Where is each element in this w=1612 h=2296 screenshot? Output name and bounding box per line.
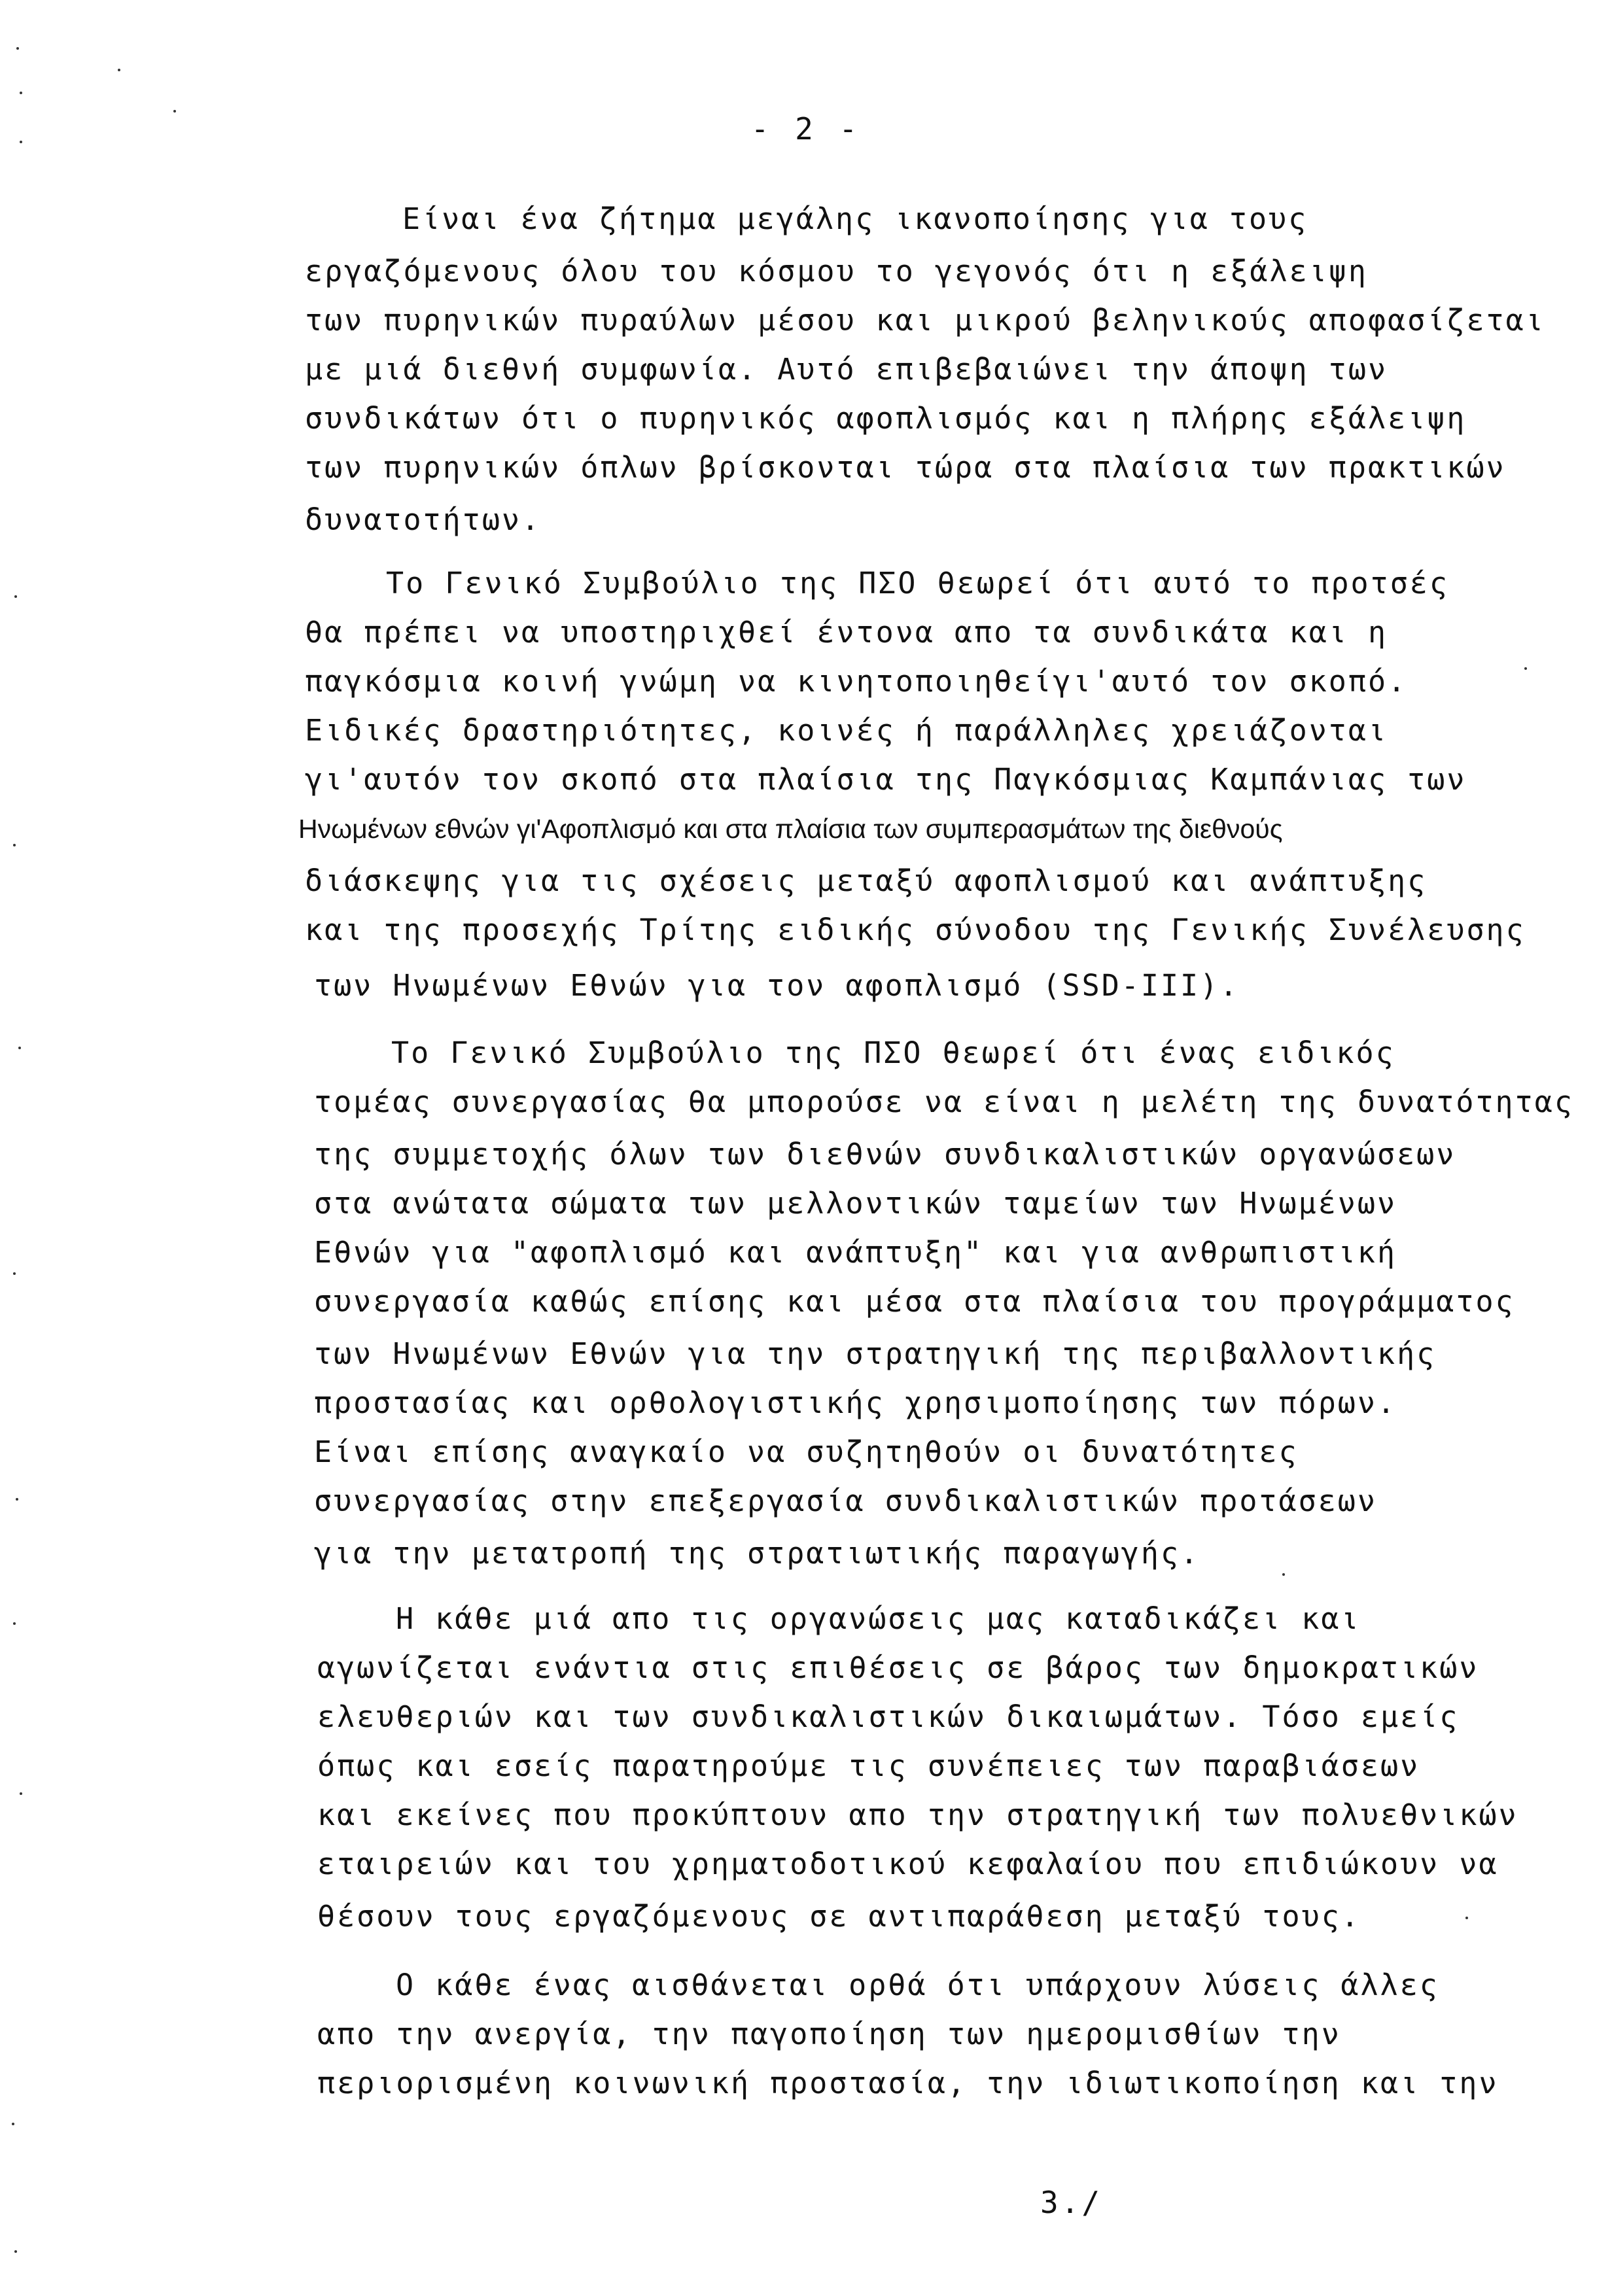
text-line: στα ανώτατα σώματα των μελλοντικών ταμείων των Ηνωμένων [314,1186,1397,1221]
text-line: απο την ανεργία, την παγοποίηση των ημερομισθίων την [317,2017,1341,2051]
continuation-mark: 3./ [1040,2185,1103,2220]
text-line: Το Γενικό Συμβούλιο της ΠΣΟ θεωρεί ότι ένας ειδικός [391,1035,1395,1070]
text-line: παγκόσμια κοινή γνώμη να κινητοποιηθείγι'αυτό τον σκοπό. [305,664,1408,699]
text-line: προστασίας και ορθολογιστικής χρησιμοποίησης των πόρων. [314,1385,1397,1420]
text-line: Ηνωμένων εθνών γι'Αφοπλισμό και στα πλαίσια των συμπερασμάτων της διεθνούς [298,814,1283,844]
text-line: Είναι ένα ζήτημα μεγάλης ικανοποίησης για τους [402,201,1308,236]
text-line: Το Γενικό Συμβούλιο της ΠΣΟ θεωρεί ότι αυτό το προτσές [386,566,1449,600]
text-line: με μιά διεθνή συμφωνία. Αυτό επιβεβαιώνει την άποψη των [305,352,1388,387]
text-line: εταιρειών και του χρηματοδοτικού κεφαλαίου που επιδιώκουν να [317,1847,1499,1881]
text-line: δυνατοτήτων. [305,502,542,537]
text-line: για την μετατροπή της στρατιωτικής παραγωγής. [314,1536,1200,1571]
text-line: ελευθεριών και των συνδικαλιστικών δικαιωμάτων. Τόσο εμείς [317,1699,1460,1734]
text-line: Η κάθε μιά απο τις οργανώσεις μας καταδικάζει και [396,1601,1361,1636]
text-line: και εκείνες που προκύπτουν απο την στρατηγική των πολυεθνικών [317,1798,1518,1832]
text-line: των Ηνωμένων Εθνών για την στρατηγική της περιβαλλοντικής [314,1336,1437,1371]
text-line: των πυρηνικών πυραύλων μέσου και μικρού βεληνικούς αποφασίζεται [305,303,1545,338]
text-line: θέσουν τους εργαζόμενους σε αντιπαράθεση μεταξύ τους. [317,1899,1361,1934]
page-number: - 2 - [750,111,862,147]
text-line: συνδικάτων ότι ο πυρηνικός αφοπλισμός και η πλήρης εξάλειψη [305,401,1467,436]
text-line: των πυρηνικών όπλων βρίσκονται τώρα στα πλαίσια των πρακτικών [305,450,1506,485]
text-line: και της προσεχής Τρίτης ειδικής σύνοδου της Γενικής Συνέλευσης [305,913,1526,947]
text-line: αγωνίζεται ενάντια στις επιθέσεις σε βάρος των δημοκρατικών [317,1650,1479,1685]
text-line: των Ηνωμένων Εθνών για τον αφοπλισμό (SSD-III). [314,968,1240,1003]
text-line: συνεργασίας στην επεξεργασία συνδικαλιστικών προτάσεων [314,1484,1377,1518]
text-line: Ειδικές δραστηριότητες, κοινές ή παράλληλες χρειάζονται [305,713,1388,748]
text-line: γι'αυτόν τον σκοπό στα πλαίσια της Παγκόσμιας Καμπάνιας των [305,762,1467,797]
text-line: της συμμετοχής όλων των διεθνών συνδικαλιστικών οργανώσεων [314,1137,1456,1172]
text-line: Είναι επίσης αναγκαίο να συζητηθούν οι δυνατότητες [314,1435,1299,1469]
text-line: περιορισμένη κοινωνική προστασία, την ιδιωτικοποίηση και την [317,2066,1499,2100]
text-line: θα πρέπει να υποστηριχθεί έντονα απο τα συνδικάτα και η [305,615,1388,650]
text-line: συνεργασία καθώς επίσης και μέσα στα πλαίσια του προγράμματος [314,1284,1515,1319]
text-line: διάσκεψης για τις σχέσεις μεταξύ αφοπλισμού και ανάπτυξης [305,863,1428,898]
text-line: εργαζόμενους όλου του κόσμου το γεγονός ότι η εξάλειψη [305,254,1368,288]
text-line: Ο κάθε ένας αισθάνεται ορθά ότι υπάρχουν λύσεις άλλες [396,1968,1439,2002]
text-line: Εθνών για "αφοπλισμό και ανάπτυξη" και για ανθρωπιστική [314,1235,1397,1270]
text-line: όπως και εσείς παρατηρούμε τις συνέπειες των παραβιάσεων [317,1748,1420,1783]
text-line: τομέας συνεργασίας θα μπορούσε να είναι η μελέτη της δυνατότητας [314,1085,1574,1119]
